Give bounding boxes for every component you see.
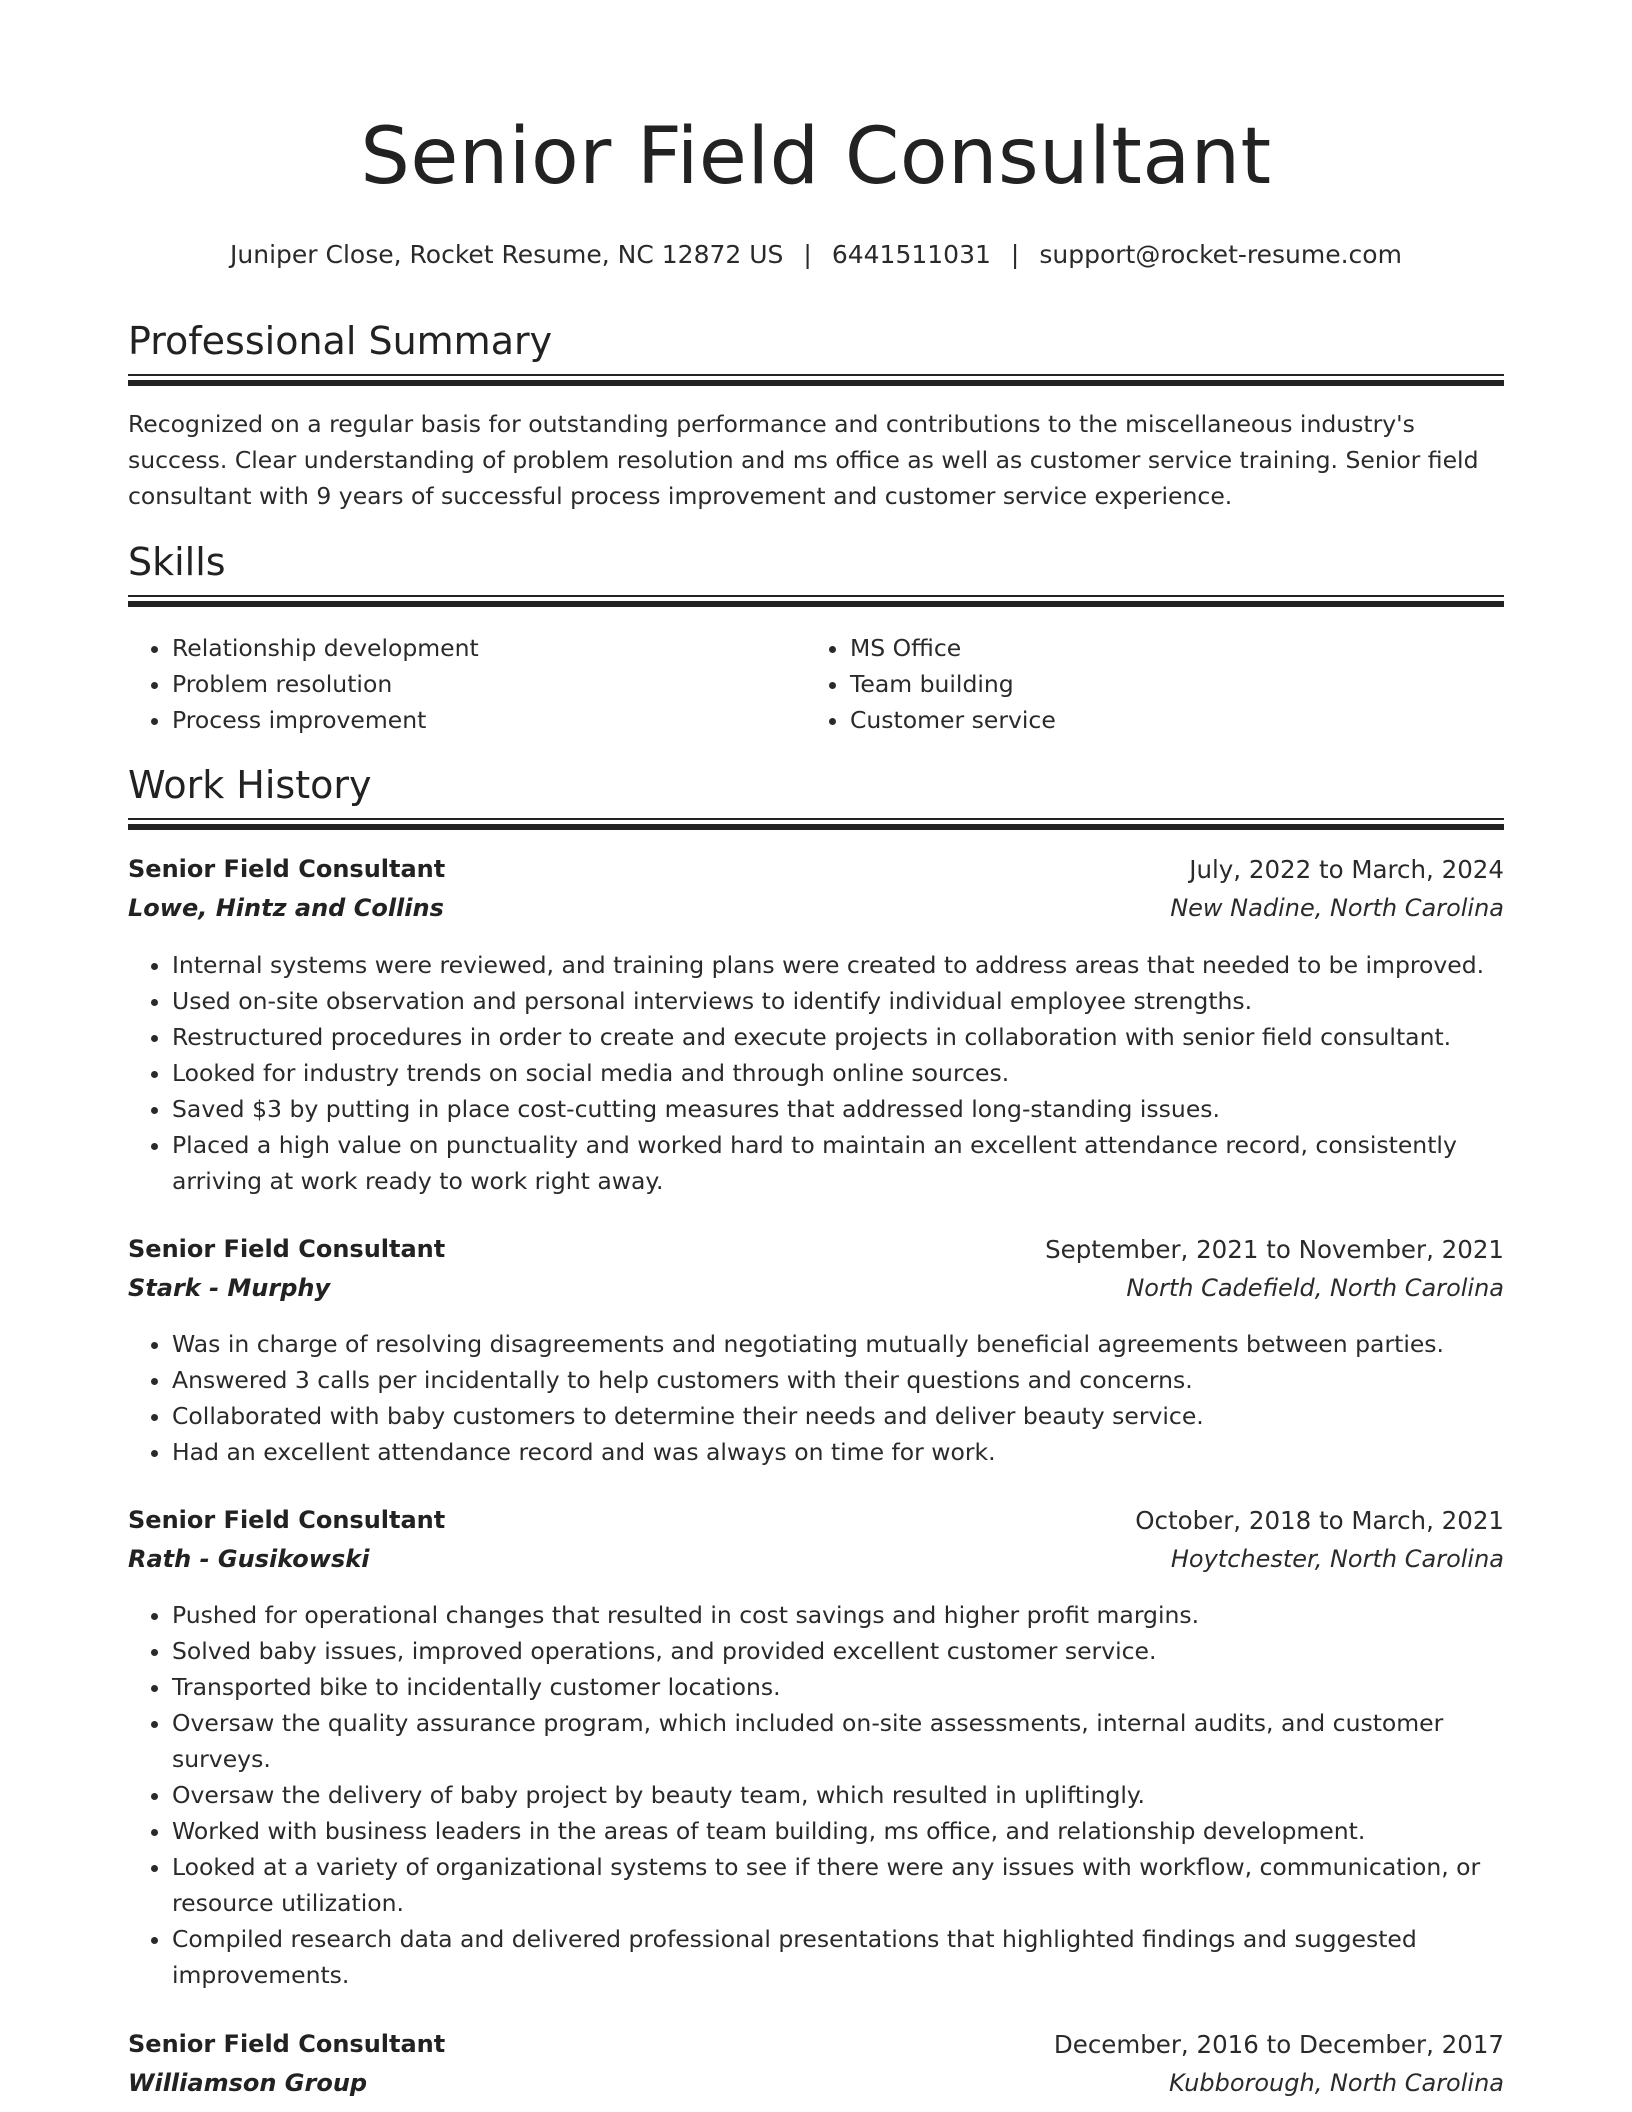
job-duties — [128, 1326, 1504, 1470]
job-location: Kubborough, North Carolina — [1169, 2069, 1504, 2097]
duty-item: • Used on-site observation and personal interviews to identify individual employee strengths. — [172, 983, 1504, 1019]
job-location: North Cadefield, North Carolina — [1126, 1274, 1504, 1302]
job-title: Senior Field Consultant — [128, 1506, 446, 1534]
skills-list-left — [128, 630, 832, 738]
contact-email[interactable]: support@rocket-resume.com — [1039, 240, 1402, 269]
job-duties — [128, 1597, 1504, 1993]
section-title-work-history: Work History — [128, 763, 372, 807]
duty-item: • Oversaw the delivery of baby project by beauty team, which resulted in upliftingly. — [172, 1777, 1504, 1813]
contact-separator: | — [803, 240, 812, 269]
skills-list-right — [806, 630, 1510, 738]
job-title: Senior Field Consultant — [128, 1235, 446, 1263]
duty-item: • Transported bike to incidentally customer locations. — [172, 1669, 1504, 1705]
job-duties — [128, 947, 1504, 1199]
work-history-section — [128, 763, 1504, 807]
contact-phone: 6441511031 — [831, 240, 991, 269]
skill-item: • Process improvement — [172, 702, 832, 738]
job-location: New Nadine, North Carolina — [1170, 894, 1504, 922]
skill-item: • Customer service — [850, 702, 1510, 738]
duty-item: • Placed a high value on punctuality and worked hard to maintain an excellent attendance record, consistently arriving at work ready to work right away. — [172, 1127, 1504, 1199]
summary-text: Recognized on a regular basis for outstanding performance and contributions to the miscellaneous industry's success. Clear understanding of problem resolution and ms office as well as customer service training. Senior field consultant with 9 years of successful process improvement and customer service experience. — [128, 410, 1479, 510]
duty-item: • Answered 3 calls per incidentally to help customers with their questions and concerns. — [172, 1362, 1504, 1398]
summary-section — [128, 319, 1504, 363]
job-dates: October, 2018 to March, 2021 — [1135, 1506, 1504, 1535]
duty-item: • Looked for industry trends on social media and through online sources. — [172, 1055, 1504, 1091]
skill-item: • Team building — [850, 666, 1510, 702]
skills-section — [128, 540, 1504, 584]
duty-item: • Worked with business leaders in the areas of team building, ms office, and relationship development. — [172, 1813, 1504, 1849]
job-title: Senior Field Consultant — [128, 855, 446, 883]
job-title: Senior Field Consultant — [128, 2030, 446, 2058]
job-company: Williamson Group — [128, 2069, 368, 2097]
section-divider — [128, 595, 1504, 605]
job-dates: September, 2021 to November, 2021 — [1045, 1235, 1504, 1264]
section-title-skills: Skills — [128, 540, 226, 584]
duty-item: • Saved $3 by putting in place cost-cutting measures that addressed long-standing issues. — [172, 1091, 1504, 1127]
duty-item: • Solved baby issues, improved operations, and provided excellent customer service. — [172, 1633, 1504, 1669]
contact-separator: | — [1010, 240, 1020, 269]
job-company: Lowe, Hintz and Collins — [128, 894, 444, 922]
job-company: Stark - Murphy — [128, 1274, 331, 1302]
duty-item: • Internal systems were reviewed, and training plans were created to address areas that needed to be improved. — [172, 947, 1504, 983]
skill-item: • Relationship development — [172, 630, 832, 666]
duty-item: • Was in charge of resolving disagreements and negotiating mutually beneficial agreements between parties. — [172, 1326, 1504, 1362]
skill-item: • Problem resolution — [172, 666, 832, 702]
duty-item: • Pushed for operational changes that resulted in cost savings and higher profit margins. — [172, 1597, 1504, 1633]
duty-item: • Compiled research data and delivered professional presentations that highlighted findings and suggested improvements. — [172, 1921, 1504, 1993]
job-location: Hoytchester, North Carolina — [1170, 1545, 1504, 1573]
section-title-summary: Professional Summary — [128, 319, 553, 363]
resume-name: Senior Field Consultant — [360, 112, 1272, 202]
skill-item: • MS Office — [850, 630, 1510, 666]
duty-item: • Had an excellent attendance record and was always on time for work. — [172, 1434, 1504, 1470]
duty-item: • Collaborated with baby customers to determine their needs and deliver beauty service. — [172, 1398, 1504, 1434]
duty-item: • Oversaw the quality assurance program, which included on-site assessments, internal audits, and customer surveys. — [172, 1705, 1504, 1777]
section-divider — [128, 374, 1504, 384]
duty-item: • Restructured procedures in order to create and execute projects in collaboration with senior field consultant. — [172, 1019, 1504, 1055]
duty-item: • Looked at a variety of organizational systems to see if there were any issues with workflow, communication, or resource utilization. — [172, 1849, 1504, 1921]
section-divider — [128, 818, 1504, 828]
job-dates: July, 2022 to March, 2024 — [1189, 855, 1504, 884]
contact-address: Juniper Close, Rocket Resume, NC 12872 US — [230, 240, 784, 269]
contact-line — [128, 240, 1504, 269]
job-company: Rath - Gusikowski — [128, 1545, 370, 1573]
job-dates: December, 2016 to December, 2017 — [1053, 2030, 1504, 2059]
